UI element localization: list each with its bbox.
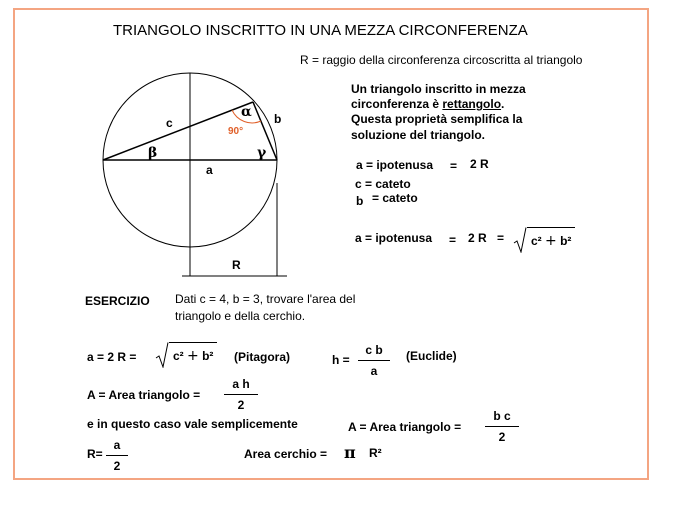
property-line-1: Un triangolo inscritto in mezza [351,82,526,96]
area-1-numerator: a h [232,377,250,391]
label-right-angle: 90° [228,126,244,137]
equals-3: = [497,231,505,245]
b-cateto-rest: = cateto [372,191,418,205]
radius-definition: R = raggio della circonferenza circoscritta al triangolo [300,53,583,67]
fraction-bar [106,455,128,456]
simplification-text: e in questo caso vale semplicemente [87,417,298,431]
pitagora-note: (Pitagora) [234,350,291,364]
pitagora-b2: b² [202,349,214,363]
two-r-1: 2 R [470,157,489,171]
fraction-bar [224,394,258,395]
equals-2: = [449,233,457,247]
radius-denominator: 2 [113,459,121,473]
height-numerator: c b [365,343,383,357]
radius-lhs: R= [87,447,103,461]
property-line-3: Questa proprietà semplifica la [351,112,523,126]
radius-numerator: a [113,438,121,452]
area-fraction-2 [485,409,519,444]
a-ipotenusa: a = ipotenusa [356,158,434,172]
page-title: TRIANGOLO INSCRITTO IN UNA MEZZA CIRCONFERENZA [113,22,528,39]
height-denominator: a [370,364,378,378]
radius-fraction [106,438,128,473]
property-line-2 [351,97,504,111]
height-lhs: h = [332,353,350,367]
area-2-denominator: 2 [498,430,506,444]
r-squared: R² [369,446,382,460]
property-line-4: soluzione del triangolo. [351,128,486,142]
euclide-note: (Euclide) [406,349,457,363]
c-cateto: c = cateto [355,177,411,191]
label-b: b [274,112,282,126]
label-R: R [232,258,241,272]
area-triangle-lhs-2: A = Area triangolo = [348,420,462,434]
property-line-2-prefix: circonferenza è [351,97,443,111]
area-fraction-1 [224,377,258,412]
radical-sign [513,227,527,253]
exercise-text-1: Dati c = 4, b = 3, trovare l'area del [175,292,356,306]
pi-symbol: π [344,443,356,462]
label-alpha: α [241,104,252,120]
label-a: a [206,163,213,177]
property-rettangolo: rettangolo [442,97,502,111]
sqrt-c2: c² [531,234,542,248]
b-cateto-label: b [356,194,364,208]
exercise-label: ESERCIZIO [85,294,150,308]
pitagora-plus: + [187,348,199,364]
pitagora-lhs: a = 2 R = [87,350,137,364]
property-line-2-suffix: . [501,97,505,111]
label-beta: β [148,145,158,161]
exercise-text-2: triangolo e della cerchio. [175,309,306,323]
radical-sign [155,342,169,368]
pitagora-c2: c² [173,349,184,363]
area-2-numerator: b c [493,409,511,423]
label-c: c [166,116,173,130]
fraction-bar [358,360,390,361]
area-1-denominator: 2 [237,398,245,412]
label-gamma: γ [257,145,267,161]
equals-1: = [450,159,458,173]
a-ipotenusa-2: a = ipotenusa [355,231,433,245]
two-r-2: 2 R [468,231,487,245]
circle-area-label: Area cerchio = [244,447,328,461]
sqrt-b2: b² [560,234,572,248]
fraction-bar [485,426,519,427]
area-triangle-lhs-1: A = Area triangolo = [87,388,201,402]
height-fraction [358,343,390,378]
sqrt-plus: + [545,233,557,249]
